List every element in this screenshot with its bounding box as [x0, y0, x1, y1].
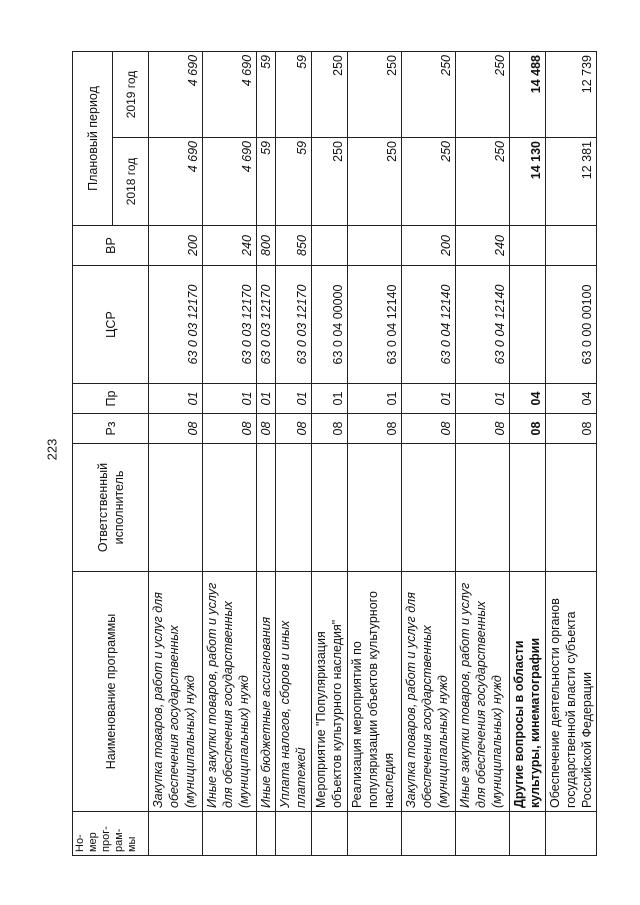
cell-vr — [348, 226, 402, 266]
page-number: 223 — [44, 438, 60, 461]
cell-executor — [348, 444, 402, 572]
cell-2018: 59 — [257, 138, 276, 226]
cell-2018: 250 — [348, 138, 402, 226]
cell-executor — [456, 444, 510, 572]
cell-executor — [257, 444, 276, 572]
table-row — [456, 51, 510, 855]
cell-csr: 63 0 00 00100 — [546, 266, 597, 384]
cell-2019: 4 690 — [203, 51, 257, 137]
cell-2018: 59 — [276, 138, 312, 226]
cell-program-name: Другие вопросы в области культуры, кинематографии — [510, 572, 546, 812]
budget-table-rotated — [72, 52, 594, 856]
cell-pr: 01 — [312, 384, 348, 414]
cell-rz: 08 — [312, 414, 348, 444]
table-row — [402, 51, 456, 855]
cell-pr: 01 — [276, 384, 312, 414]
budget-table — [72, 51, 597, 856]
header-vr: ВР — [73, 226, 149, 266]
cell-pr: 01 — [257, 384, 276, 414]
cell-csr: 63 0 03 12170 — [149, 266, 203, 384]
header-2019: 2019 год — [113, 51, 149, 137]
cell-program-number — [510, 812, 546, 856]
cell-vr — [546, 226, 597, 266]
cell-executor — [312, 444, 348, 572]
cell-csr: 63 0 04 12140 — [456, 266, 510, 384]
cell-program-name: Иные бюджетные ассигнования — [257, 572, 276, 812]
cell-2018: 250 — [456, 138, 510, 226]
cell-vr: 200 — [402, 226, 456, 266]
cell-2019: 250 — [348, 51, 402, 137]
cell-2019: 12 739 — [546, 51, 597, 137]
cell-executor — [510, 444, 546, 572]
header-row — [73, 51, 113, 855]
cell-rz: 08 — [203, 414, 257, 444]
cell-program-name: Иные закупки товаров, работ и услуг для обеспечения государственных (муниципальных) нужд — [203, 572, 257, 812]
cell-2019: 4 690 — [149, 51, 203, 137]
cell-program-number — [312, 812, 348, 856]
cell-rz: 08 — [510, 414, 546, 444]
cell-rz: 08 — [257, 414, 276, 444]
cell-pr: 04 — [510, 384, 546, 414]
cell-2018: 4 690 — [203, 138, 257, 226]
cell-2019: 250 — [402, 51, 456, 137]
cell-vr — [312, 226, 348, 266]
header-pr: Пр — [73, 384, 149, 414]
cell-program-name: Мероприятие "Популяризация объектов культурного наследия" — [312, 572, 348, 812]
cell-executor — [276, 444, 312, 572]
cell-pr: 04 — [546, 384, 597, 414]
cell-pr: 01 — [348, 384, 402, 414]
cell-program-number — [402, 812, 456, 856]
cell-program-number — [257, 812, 276, 856]
cell-2019: 250 — [312, 51, 348, 137]
cell-program-name: Иные закупки товаров, работ и услуг для обеспечения государственных (муниципальных) нужд — [456, 572, 510, 812]
cell-vr: 240 — [203, 226, 257, 266]
table-row — [276, 51, 312, 855]
cell-2019: 59 — [257, 51, 276, 137]
header-planned-period: Плановый период — [73, 51, 113, 225]
cell-csr: 63 0 03 12170 — [257, 266, 276, 384]
cell-2018: 250 — [312, 138, 348, 226]
cell-csr — [510, 266, 546, 384]
header-program-number: Но- мер прог- рам- мы — [73, 812, 149, 856]
cell-rz: 08 — [348, 414, 402, 444]
cell-rz: 08 — [276, 414, 312, 444]
table-row — [257, 51, 276, 855]
cell-2019: 250 — [456, 51, 510, 137]
table-row — [149, 51, 203, 855]
cell-pr: 01 — [456, 384, 510, 414]
cell-2018: 12 381 — [546, 138, 597, 226]
cell-csr: 63 0 04 00000 — [312, 266, 348, 384]
cell-vr — [510, 226, 546, 266]
header-program-name: Наименование программы — [73, 572, 149, 812]
header-2018: 2018 год — [113, 138, 149, 226]
cell-program-number — [348, 812, 402, 856]
table-row — [546, 51, 597, 855]
cell-csr: 63 0 03 12170 — [203, 266, 257, 384]
cell-program-number — [546, 812, 597, 856]
cell-executor — [149, 444, 203, 572]
cell-program-name: Уплата налогов, сборов и иных платежей — [276, 572, 312, 812]
cell-csr: 63 0 04 12140 — [348, 266, 402, 384]
cell-program-name: Закупка товаров, работ и услуг для обеспечения государственных (муниципальных) нужд — [149, 572, 203, 812]
cell-csr: 63 0 03 12170 — [276, 266, 312, 384]
cell-rz: 08 — [402, 414, 456, 444]
cell-program-number — [149, 812, 203, 856]
cell-executor — [402, 444, 456, 572]
header-rz: Рз — [73, 414, 149, 444]
cell-program-name: Обеспечение деятельности органов государственной власти субъекта Российской Федерации — [546, 572, 597, 812]
cell-program-number — [203, 812, 257, 856]
table-row — [510, 51, 546, 855]
cell-rz: 08 — [456, 414, 510, 444]
cell-2018: 14 130 — [510, 138, 546, 226]
cell-csr: 63 0 04 12140 — [402, 266, 456, 384]
header-csr: ЦСР — [73, 266, 149, 384]
table-row — [312, 51, 348, 855]
cell-rz: 08 — [149, 414, 203, 444]
cell-vr: 850 — [276, 226, 312, 266]
cell-rz: 08 — [546, 414, 597, 444]
cell-pr: 01 — [203, 384, 257, 414]
table-row — [348, 51, 402, 855]
cell-2018: 4 690 — [149, 138, 203, 226]
header-executor: Ответственный исполнитель — [73, 444, 149, 572]
cell-2019: 59 — [276, 51, 312, 137]
cell-program-name: Реализация мероприятий по популяризации объектов культурного наследия — [348, 572, 402, 812]
cell-2018: 250 — [402, 138, 456, 226]
cell-program-number — [456, 812, 510, 856]
cell-vr: 200 — [149, 226, 203, 266]
cell-program-number — [276, 812, 312, 856]
cell-vr: 800 — [257, 226, 276, 266]
table-row — [203, 51, 257, 855]
cell-pr: 01 — [402, 384, 456, 414]
cell-vr: 240 — [456, 226, 510, 266]
cell-pr: 01 — [149, 384, 203, 414]
cell-executor — [203, 444, 257, 572]
cell-2019: 14 488 — [510, 51, 546, 137]
cell-executor — [546, 444, 597, 572]
cell-program-name: Закупка товаров, работ и услуг для обеспечения государственных (муниципальных) нужд — [402, 572, 456, 812]
